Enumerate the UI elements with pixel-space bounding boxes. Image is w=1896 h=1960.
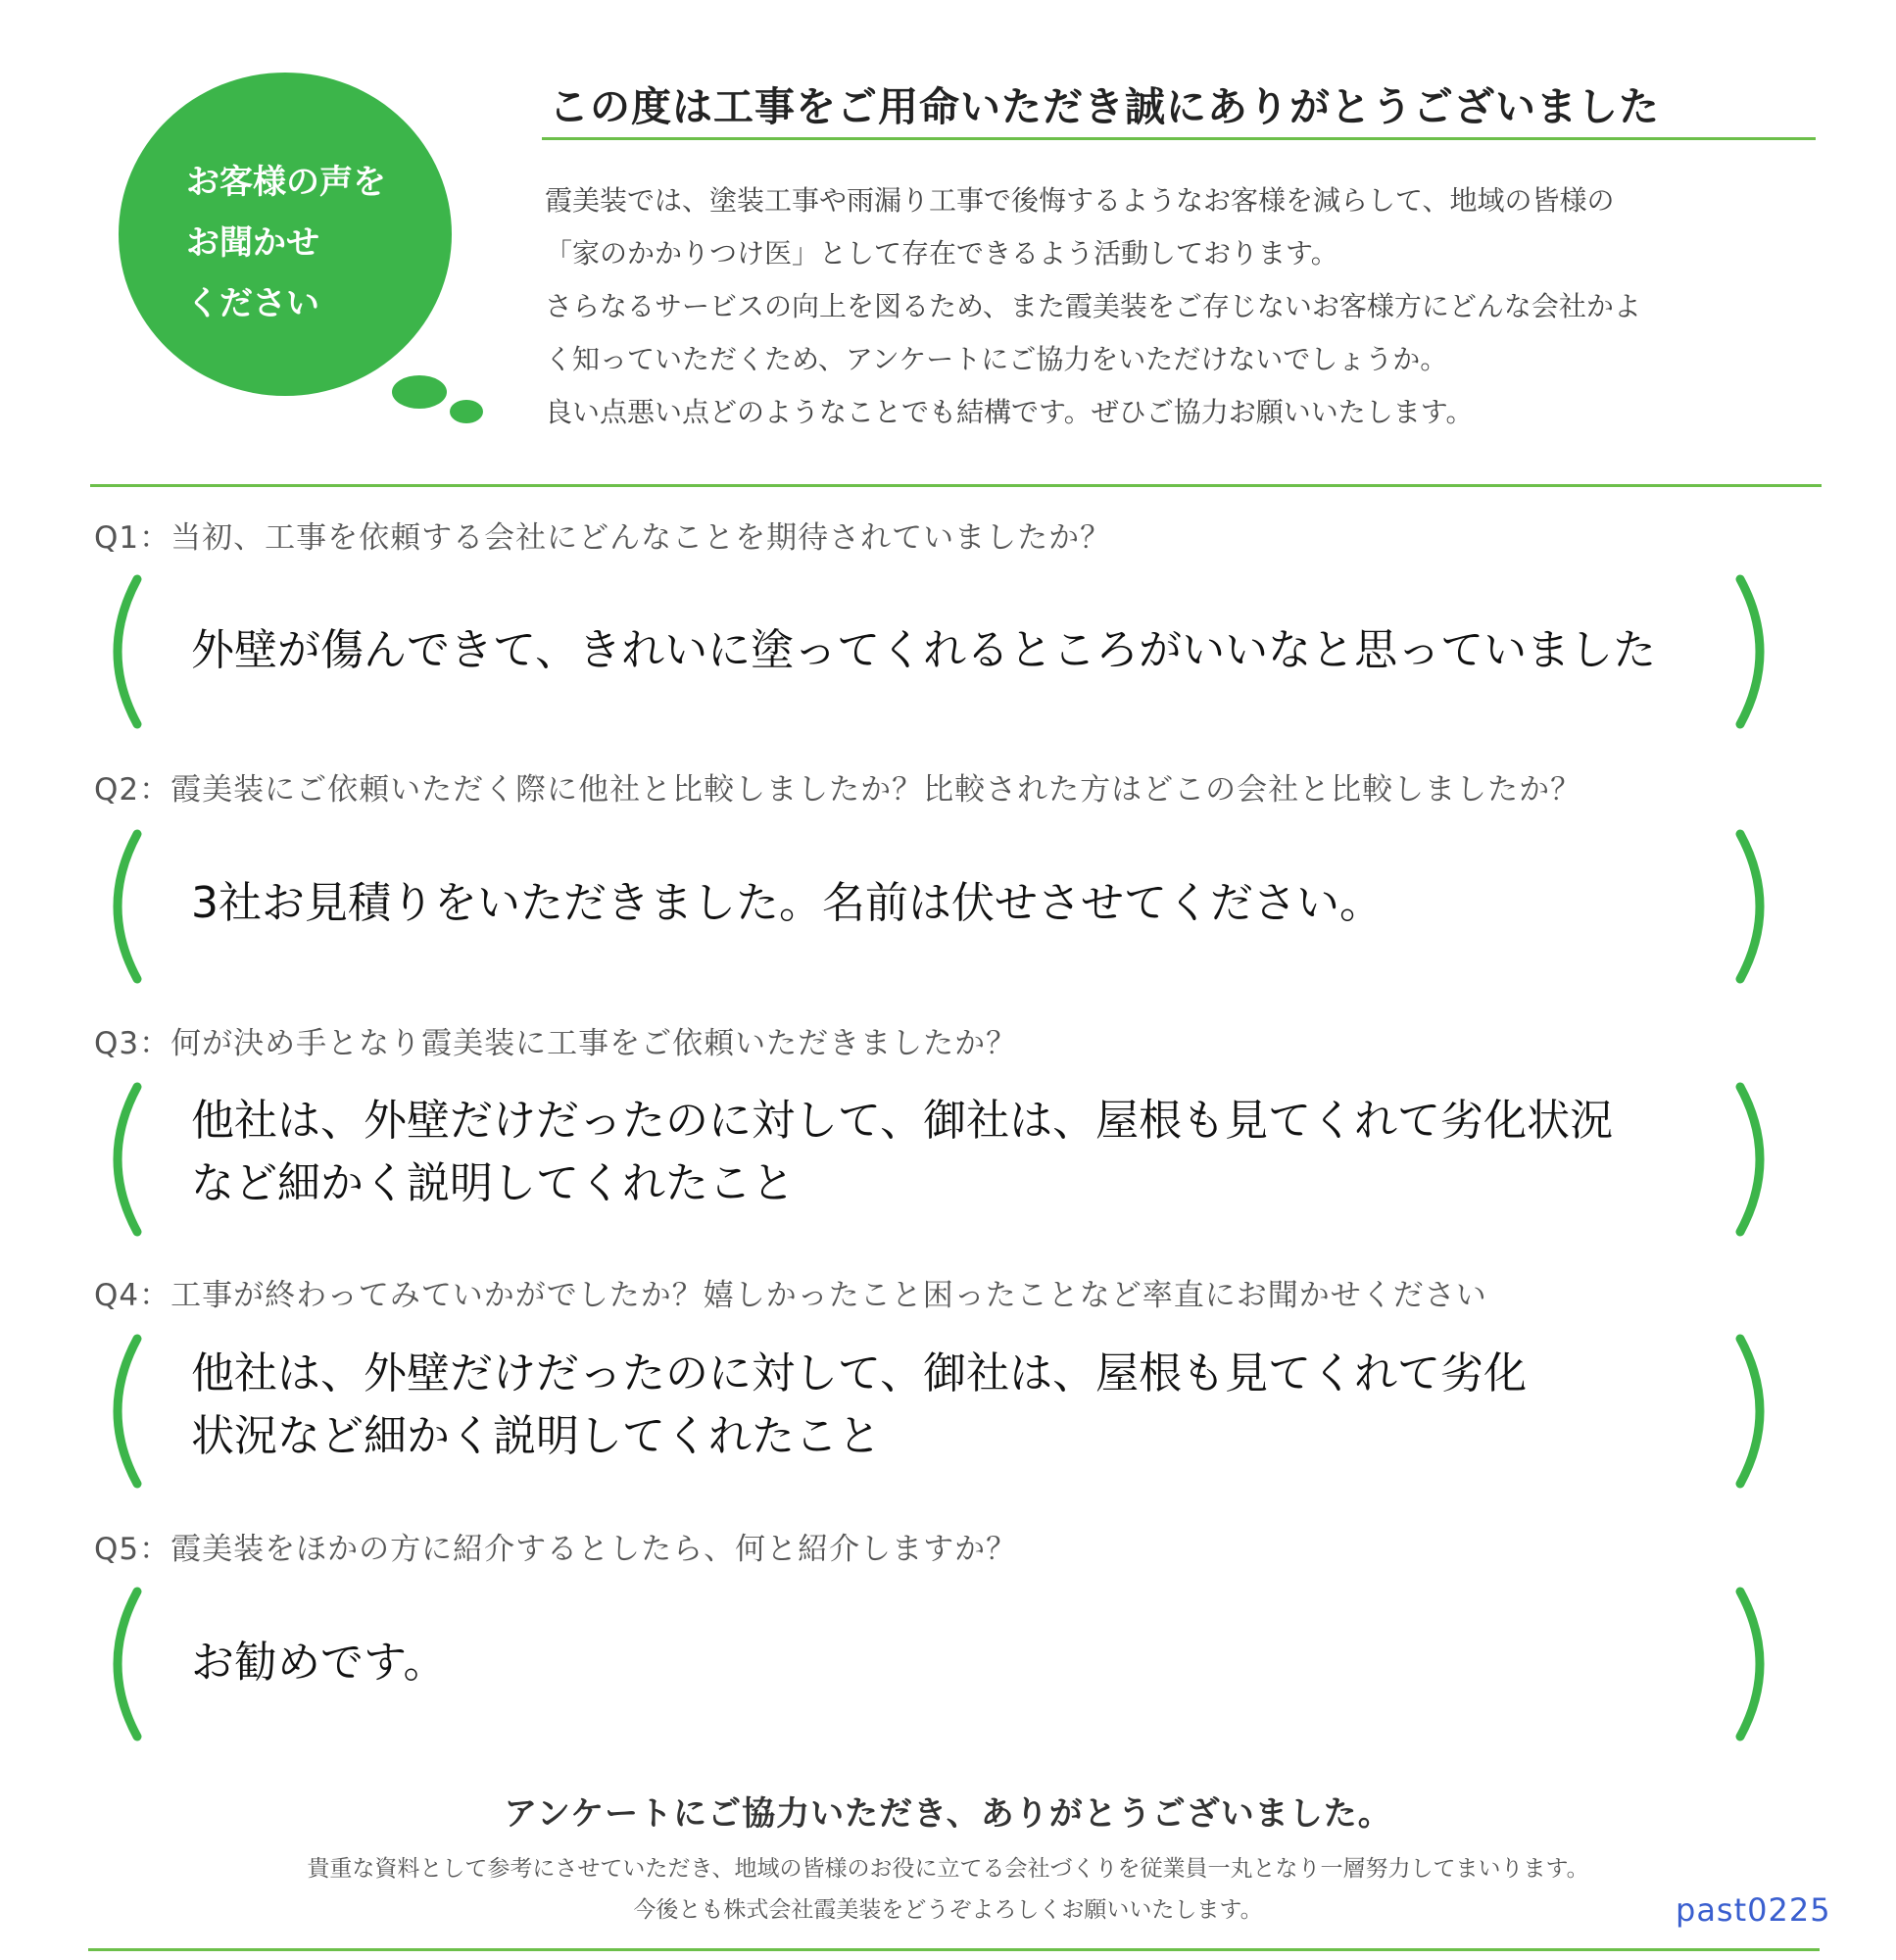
answer-line: 3社お見積りをいただきました。名前は伏せさせてください。 — [191, 878, 1383, 928]
intro-line: く知っていただくため、アンケートにご協力をいただけないでしょうか。 — [545, 343, 1448, 375]
close-paren-icon — [1734, 573, 1783, 730]
question-3: Q3：何が決め手となり霞美装に工事をご依頼いただきましたか？ — [94, 1026, 1018, 1061]
answer-5 — [191, 1632, 446, 1694]
bubble-line: お客様の声を — [186, 163, 386, 202]
answer-line: 状況など細かく説明してくれたこと — [191, 1411, 881, 1461]
speech-bubble-tail-large — [392, 375, 447, 409]
thanks-message: アンケートにご協力いただき、ありがとうございました。 — [504, 1794, 1392, 1834]
answer-4 — [191, 1343, 1527, 1468]
speech-bubble-text — [186, 152, 441, 334]
question-1: Q1：当初、工事を依頼する会社にどんなことを期待されていましたか？ — [94, 520, 1112, 556]
close-paren-icon — [1734, 1586, 1783, 1742]
bubble-line: ください — [186, 284, 319, 323]
question-4: Q4：工事が終わってみていかがでしたか？嬉しかったこと困ったことなど率直にお聞かせください — [94, 1278, 1487, 1313]
open-paren-icon — [94, 828, 143, 985]
open-paren-icon — [94, 1333, 143, 1490]
answer-line: お勧めです。 — [191, 1638, 447, 1688]
open-paren-icon — [94, 573, 143, 730]
section-divider — [90, 484, 1822, 487]
footer-divider — [88, 1948, 1820, 1951]
question-2: Q2：霞美装にご依頼いただく際に他社と比較しましたか？比較された方はどこの会社と比較しましたか？ — [94, 772, 1582, 808]
intro-line: 良い点悪い点どのようなことでも結構です。ぜひご協力お願いいたします。 — [545, 396, 1474, 428]
question-5: Q5：霞美装をほかの方に紹介するとしたら、何と紹介しますか？ — [94, 1532, 1018, 1567]
intro-text — [545, 174, 1819, 439]
page-title: この度は工事をご用命いただき誠にありがとうございました — [549, 83, 1660, 130]
close-paren-icon — [1734, 828, 1783, 985]
open-paren-icon — [94, 1081, 143, 1238]
reference-code: past0225 — [1676, 1891, 1831, 1929]
bubble-line: お聞かせ — [186, 223, 319, 263]
title-divider — [542, 137, 1816, 140]
intro-line: 霞美装では、塗装工事や雨漏り工事で後悔するようなお客様を減らして、地域の皆様の — [545, 184, 1615, 217]
footer-note: 貴重な資料として参考にさせていただき、地域の皆様のお役に立てる会社づくりを従業員一丸となり一層努力してまいります。 — [307, 1856, 1589, 1882]
intro-line: 「家のかかりつけ医」として存在できるよう活動しております。 — [545, 237, 1338, 270]
answer-3 — [191, 1090, 1613, 1215]
close-paren-icon — [1734, 1081, 1783, 1238]
close-paren-icon — [1734, 1333, 1783, 1490]
answer-line: など細かく説明してくれたこと — [191, 1158, 795, 1208]
answer-2 — [191, 872, 1383, 935]
answer-1 — [191, 619, 1656, 682]
speech-bubble-tail-small — [450, 400, 483, 423]
intro-line: さらなるサービスの向上を図るため、また霞美装をご存じないお客様方にどんな会社かよ — [545, 290, 1641, 322]
answer-line: 他社は、外壁だけだったのに対して、御社は、屋根も見てくれて劣化状況 — [191, 1096, 1614, 1146]
answer-line: 外壁が傷んできて、きれいに塗ってくれるところがいいなと思っていました — [191, 625, 1657, 675]
open-paren-icon — [94, 1586, 143, 1742]
footer-note: 今後とも株式会社霞美装をどうぞよろしくお願いいたします。 — [633, 1897, 1263, 1923]
answer-line: 他社は、外壁だけだったのに対して、御社は、屋根も見てくれて劣化 — [191, 1348, 1528, 1398]
